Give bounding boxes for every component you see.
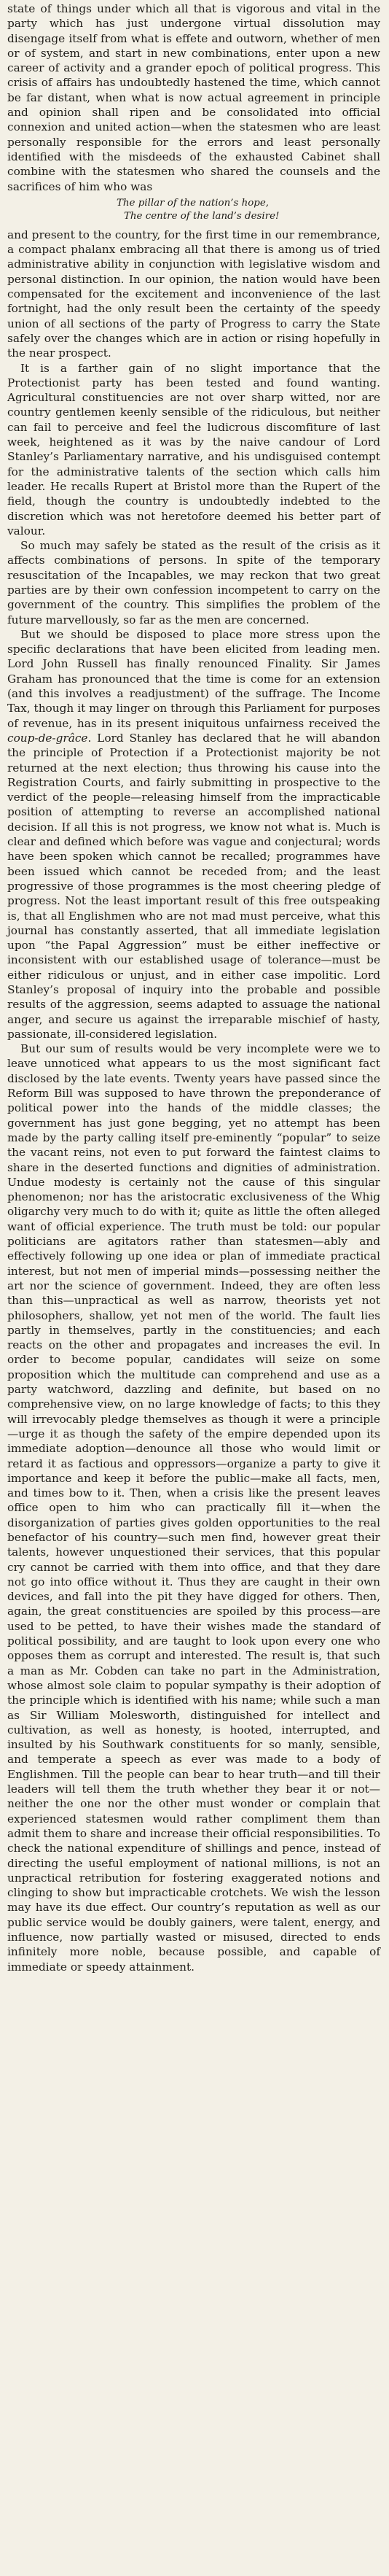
verse-line-2: The centre of the land’s desire! [124, 210, 280, 222]
article-paragraph-4: So much may safely be stated as the result of the crisis as it affects combinations of persons. In spite of the temporary resuscitation of the Incapables, we may reckon that two great parties are by their own confession incompetent to carry on the government of the country. This simplifies the problem of the future marvellously, so far as the men are concerned. [7, 539, 380, 626]
verse-line-1: The pillar of the nation’s hope, [117, 197, 270, 209]
article-paragraph-1: state of things under which all that is vigorous and vital in the party which has just undergone virtual dissolution may disengage itself from what is effete and outworn, whether of men or of system, and start in new combinations, enter upon a new career of activity and a grander epoch of political progress. This crisis of affairs has undoubtedly hastened the time, which cannot be far distant, when what is now actual agreement in principle and opinion shall ripen and be consolidated into official connexion and united action—when the statesmen who are least personally responsible for the errors and least personally identified with the misdeeds of the exhausted Cabinet shall combine with the statesmen who shared the counsels and the sacrifices of him who was [7, 2, 380, 193]
article-paragraph-6: But our sum of results would be very incomplete were we to leave unnoticed what appears to us the most significant fact disclosed by the late events. Twenty years have passed since the Reform Bill was supposed to have thrown the preponderance of political power into the hands of the middle classes; the government has just gone begging, yet no attempt has been made by the party calling itself pre-eminently “popular” to seize the vacant reins, not even to put forward the faintest claims to share in the deserted functions and dignities of administration. Undue modesty is certainly not the cause of this singular phenomenon; nor has the aristocratic exclusiveness of the Whig oligarchy very much to do with it; quite as little the often alleged want of official experience. The truth must be told: our popular politicians are agitators rather than statesmen—ably and effectively following up one idea or plan of immediate practical interest, but not men of imperial minds—possessing neither the art nor the science of government. Indeed, they are often less than this—unpractical as well as narrow, theorists yet not philosophers, shallow, yet not men of the world. The fault lies partly in themselves, partly in the constituencies; and each reacts on the other and propagates and increases the evil. In order to become popular, candidates will seize on some proposition which the multitude can comprehend and use as a party watchword, dazzling and definite, but based on no comprehensive view, on no large knowledge of facts; to this they will irrevocably pledge themselves as though it were a principle—urge it as though the safety of the empire depended upon its immediate adoption—denounce all those who would limit or retard it as factious and oppressors—organize a party to give it importance and keep it before the public—make all facts, men, and times bow to it. Then, when a crisis like the present leaves office open to him who can practically fill it—when the disorganization of parties gives golden opportunities to the real benefactor of his country—such men find, however great their talents, however unquestioned their services, that this popular cry cannot be carried with them into office, and that they dare not go into office without it. Thus they are caught in their own devices, and fall into the pit they have digged for others. Then, again, the great constituencies are spoiled by this process—are used to be petted, to have their wishes made the standard of political possibility, and are taught to look upon every one who opposes them as corrupt and interested. The result is, that such a man as Mr. Cobden can take no part in the Administration, whose almost sole claim to popular sympathy is their adoption of the principle which is identified with his name; while such a man as Sir William Molesworth, distinguished for intellect and cultivation, as well as honesty, is hooted, interrupted, and insulted by his Southwark constituents for so manly, sensible, and temperate a speech as ever was made to a body of Englishmen. Till the people can bear to hear truth—and till their leaders will tell them the truth whether they bear it or not—neither the one nor the other must wonder or complain that experienced statesmen would rather compliment them than admit them to share and increase their official responsibilities. To check the national expenditure of shillings and pence, instead of directing the useful employment of national millions, is not an unpractical retribution for fostering exaggerated notions and clinging to show but impracticable crotchets. We wish the lesson may have its due effect. Our country’s reputation as well as our public service would be doubly gainers, were talent, energy, and influence, now partially wasted or misused, directed to ends infinitely more noble, because possible, and capable of immediate or speedy attainment. [7, 1042, 380, 1974]
article-paragraph-3: It is a farther gain of no slight importance that the Protectionist party has been tested and found wanting. Agricultural constituencies are not over sharp witted, nor are country gentlemen keenly sensible of the ridiculous, but neither can fail to perceive and feel the ludicrous discomfiture of last week, heightened as it was by the naive candour of Lord Stanley’s Parliamentary narrative, and his undisguised contempt for the administrative talents of the section which calls him leader. He recalls Rupert at Bristol more than the Rupert of the field, though the country is undoubtedly indebted to the discretion which was not heretofore deemed his better part of valour. [7, 361, 380, 538]
quoted-verse [7, 197, 380, 223]
article-column [7, 1, 380, 1974]
article-paragraph-5: But we should be disposed to place more stress upon the specific declarations that have been elicited from leading men. Lord John Russell has finally renounced Finality. Sir James Graham has pronounced that the time is come for an extension (and this involves a readjustment) of the suffrage. The Income Tax, though it may linger on through this Parliament for purposes of revenue, has in its present iniquitous unfairness received the coup-de-grâce. Lord Stanley has declared that he will abandon the principle of Protection if a Protectionist majority be not returned at the next election; thus throwing his cause into the Registration Courts, and fairly submitting in prospective to the verdict of the people—releasing himself from the impracticable position of attempting to reverse an accomplished national decision. If all this is not progress, we know not what is. Much is clear and defined which before was vague and conjectural; words have been spoken which cannot be recalled; programmes have been issued which cannot be receded from; and the least progressive of those programmes is the most cheering pledge of progress. Not the least important result of this free outspeaking is, that all Englishmen who are not mad must perceive, what this journal has constantly asserted, that all immediate legislation upon “the Papal Aggression” must be either ineffective or inconsistent with our established usage of tolerance—must be either ridiculous or unjust, and in either case impolitic. Lord Stanley’s proposal of inquiry into the probable and possible results of the aggression, seems adapted to assuage the national anger, and secure us against the irreparable mischief of hasty, passionate, ill-considered legislation. [7, 627, 380, 1041]
article-paragraph-2: and present to the country, for the first time in our remembrance, a compact phalanx embracing all that there is among us of tried administrative ability in conjunction with legislative wisdom and personal distinction. In our opinion, the nation would have been compensated for the excitement and inconvenience of the last fortnight, had the only result been the certainty of the speedy union of all sections of the party of Progress to carry the State safely over the changes which are in action or rising hopefully in the near prospect. [7, 228, 380, 360]
